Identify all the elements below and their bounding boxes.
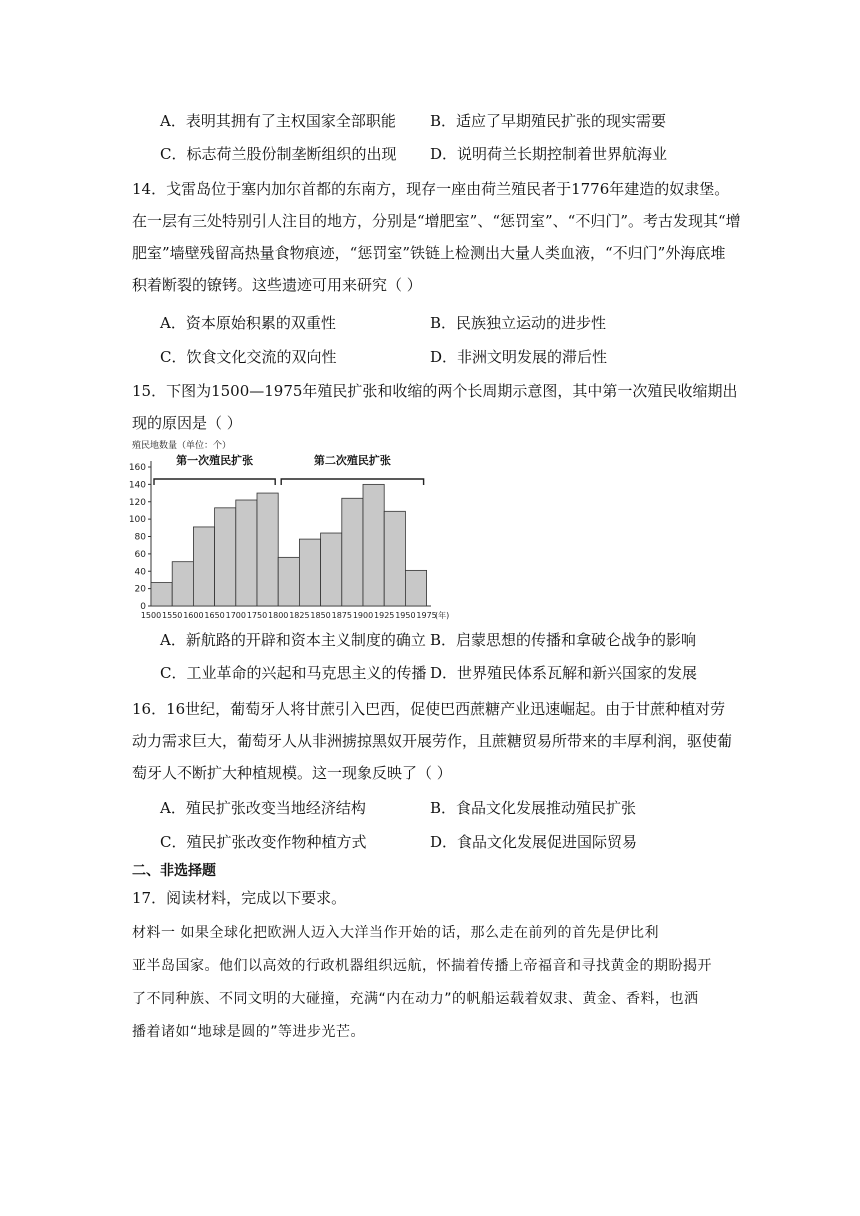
bar <box>278 557 299 606</box>
bar <box>172 562 193 606</box>
bar <box>215 508 236 606</box>
x-tick-label: 1900 <box>352 611 374 620</box>
q14-option-a[interactable]: A．资本原始积累的双重性 <box>160 314 336 332</box>
q17-material-line-4: 播着诸如“地球是圆的”等进步光芒。 <box>132 1024 366 1040</box>
q14-stem-line-4: 积着断裂的镣铐。这些遗迹可用来研究（ ） <box>132 276 422 294</box>
bar <box>405 570 426 606</box>
x-tick-label: 1850 <box>310 611 331 620</box>
q17-material-line-3: 了不同种族、不同文明的大碰撞，充满“内在动力”的帆船运载着奴隶、黄金、香料，也洒 <box>132 991 699 1007</box>
expansion-bracket <box>281 479 423 485</box>
x-tick-label: 1825 <box>289 611 310 620</box>
bar <box>384 511 405 606</box>
q14-option-b[interactable]: B．民族独立运动的进步性 <box>430 314 607 332</box>
q16-option-a[interactable]: A．殖民扩张改变当地经济结构 <box>160 799 366 817</box>
bar <box>342 498 363 606</box>
y-tick-label: 20 <box>134 584 146 595</box>
q17-material-line-2: 亚半岛国家。他们以高效的行政机器组织远航，怀揣着传播上帝福音和寻找黄金的期盼揭开 <box>132 958 712 974</box>
q14-stem-line-3: 肥室”墙壁残留高热量食物痕迹，“惩罚室”铁链上检测出大量人类血液，“不归门”外海底堆 <box>132 244 726 262</box>
q16-stem-line-2: 动力需求巨大，葡萄牙人从非洲掳掠黑奴开展劳作，且蔗糖贸易所带来的丰厚利润，驱使葡 <box>132 732 733 750</box>
q13-option-c[interactable]: C．标志荷兰股份制垄断组织的出现 <box>160 145 397 163</box>
x-tick-label: 1975 <box>416 611 437 620</box>
x-tick-label: 1700 <box>225 611 246 620</box>
y-tick-label: 40 <box>134 567 146 578</box>
bar <box>321 533 342 606</box>
bar <box>193 527 214 606</box>
y-tick-label: 140 <box>128 480 146 491</box>
expansion-bracket <box>154 479 275 485</box>
q15-stem-line-1: 15．下图为1500—1975年殖民扩张和收缩的两个长周期示意图，其中第一次殖民收缩期出 <box>132 382 738 400</box>
bar <box>151 583 172 606</box>
q15-option-a[interactable]: A．新航路的开辟和资本主义制度的确立 <box>160 631 426 649</box>
y-tick-label: 120 <box>128 497 146 508</box>
q15-option-b[interactable]: B．启蒙思想的传播和拿破仑战争的影响 <box>430 631 697 649</box>
q17-material-line-1: 材料一 如果全球化把欧洲人迈入大洋当作开始的话，那么走在前列的首先是伊比利 <box>132 925 659 941</box>
q15-option-d[interactable]: D．世界殖民体系瓦解和新兴国家的发展 <box>430 664 698 682</box>
bracket-label: 第一次殖民扩张 <box>176 454 254 467</box>
chart-ylabel: 殖民地数量（单位：个） <box>132 441 232 451</box>
q13-option-d[interactable]: D．说明荷兰长期控制着世界航海业 <box>430 145 668 163</box>
bar <box>299 539 320 606</box>
q16-option-b[interactable]: B．食品文化发展推动殖民扩张 <box>430 799 637 817</box>
section-title: 二、非选择题 <box>132 863 216 879</box>
x-tick-label: 1550 <box>162 611 183 620</box>
q13-option-a[interactable]: A．表明其拥有了主权国家全部职能 <box>160 112 396 130</box>
q16-stem-line-3: 萄牙人不断扩大种植规模。这一现象反映了（ ） <box>132 764 452 782</box>
x-tick-label: 1875 <box>331 611 352 620</box>
bracket-label: 第二次殖民扩张 <box>313 454 391 467</box>
q16-option-d[interactable]: D．食品文化发展促进国际贸易 <box>430 833 638 851</box>
y-tick-label: 0 <box>140 602 146 612</box>
q14-option-d[interactable]: D．非洲文明发展的滞后性 <box>430 348 608 366</box>
q16-option-c[interactable]: C．殖民扩张改变作物种植方式 <box>160 833 367 851</box>
q14-stem-line-1: 14．戈雷岛位于塞内加尔首都的东南方，现存一座由荷兰殖民者于1776年建造的奴隶堡。 <box>132 180 730 198</box>
q15-option-c[interactable]: C．工业革命的兴起和马克思主义的传播 <box>160 664 427 682</box>
x-tick-label: 1950 <box>395 611 416 620</box>
bar <box>257 493 278 606</box>
x-tick-label: 1925 <box>374 611 395 620</box>
q15-stem-line-2: 现的原因是（ ） <box>132 414 242 432</box>
q14-option-c[interactable]: C．饮食文化交流的双向性 <box>160 348 337 366</box>
q14-stem-line-2: 在一层有三处特别引人注目的地方，分别是“增肥室”、“惩罚室”、“不归门”。考古发现其“增 <box>132 212 741 230</box>
x-tick-label: 1600 <box>183 611 204 620</box>
q17-intro: 17．阅读材料，完成以下要求。 <box>132 889 347 907</box>
x-unit-label: (年) <box>435 611 450 620</box>
y-tick-label: 60 <box>134 549 146 560</box>
colony-count-chart <box>126 438 456 622</box>
x-tick-label: 1800 <box>268 611 289 620</box>
x-tick-label: 1650 <box>204 611 225 620</box>
q13-option-b[interactable]: B．适应了早期殖民扩张的现实需要 <box>430 112 667 130</box>
bar <box>236 500 257 606</box>
y-tick-label: 160 <box>128 463 146 473</box>
y-tick-label: 100 <box>128 515 146 526</box>
y-tick-label: 80 <box>134 532 146 543</box>
x-tick-label: 1750 <box>246 611 268 620</box>
bar <box>363 484 384 606</box>
q16-stem-line-1: 16．16世纪，葡萄牙人将甘蔗引入巴西，促使巴西蔗糖产业迅速崛起。由于甘蔗种植对劳 <box>132 700 726 718</box>
x-tick-label: 1500 <box>140 611 162 620</box>
